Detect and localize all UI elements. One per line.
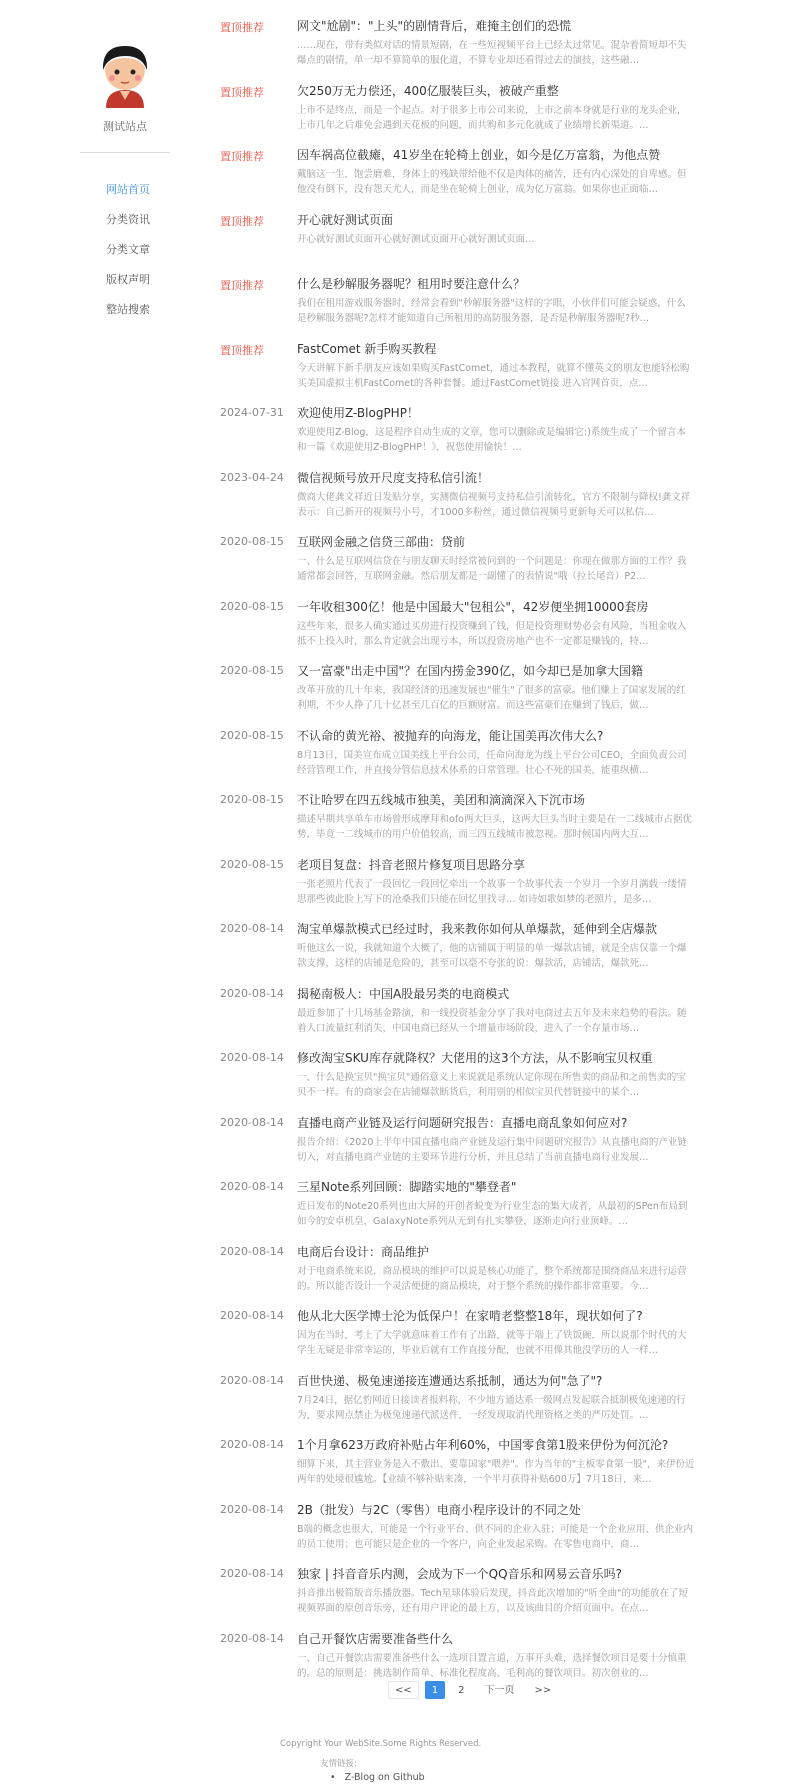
post-item [220, 1238, 695, 1303]
post-body [297, 399, 695, 464]
post-date: 2020-08-14 [220, 1180, 284, 1193]
post-title-link[interactable]: FastComet 新手购买教程 [297, 341, 437, 356]
pager-prev-button[interactable]: << [388, 1681, 419, 1699]
post-date: 2020-08-15 [220, 728, 284, 742]
post-item [220, 657, 695, 722]
post-body [297, 851, 695, 916]
post-excerpt: 一张老照片代表了一段回忆一段回忆牵出一个故事一个故事代表一个岁月一个岁月满载一缕情思那些彼此脸上写下的沧桑我们只能在回忆里找寻… 如诗如歌如梦的老照片，是多… [297, 878, 687, 905]
post-excerpt: B端的概念也很大，可能是一个行业平台、供不同的企业入驻；可能是一个企业应用、供企业内的员工使用；也可能只是企业的一个客户，向企业发起采购。在零售电商中，商… [297, 1523, 694, 1550]
pager-page-2[interactable]: 2 [458, 1685, 465, 1696]
sticky-badge: 置顶推荐 [220, 214, 264, 228]
post-title-link[interactable]: 什么是秒解服务器呢？租用时要注意什么？ [297, 277, 526, 291]
copyright-text: Copyright Your WebSite.Some Rights Reserved. [280, 1739, 482, 1749]
post-title-link[interactable]: 欢迎使用Z-BlogPHP！ [297, 406, 419, 420]
post-item [220, 722, 695, 787]
nav-item-search[interactable]: 整站搜索 [106, 303, 150, 316]
post-body [297, 464, 695, 529]
post-date: 2020-08-14 [220, 922, 284, 935]
post-title-link[interactable]: 揭秘南极人：中国A股最另类的电商模式 [297, 986, 510, 1001]
post-body [297, 657, 695, 722]
post-title-link[interactable]: 不让哈罗在四五线城市独美，美团和滴滴深入下沉市场 [297, 793, 586, 807]
post-body [297, 12, 695, 77]
post-title-link[interactable]: 直播电商产业链及运行问题研究报告：直播电商乱象如何应对? [297, 1115, 628, 1130]
post-body [297, 786, 695, 851]
post-body [297, 1044, 695, 1109]
nav-item-home[interactable]: 网站首页 [106, 183, 150, 196]
post-body [297, 1302, 695, 1367]
post-item [220, 1044, 695, 1109]
post-body [297, 141, 695, 206]
sidebar [60, 20, 190, 325]
post-body [297, 980, 695, 1045]
post-title-link[interactable]: 他从北大医学博士沦为低保户！在家啃老整整18年，现状如何了? [297, 1309, 643, 1323]
sticky-badge: 置顶推荐 [220, 279, 264, 292]
post-body [297, 335, 695, 400]
post-date: 2020-08-14 [220, 1115, 284, 1129]
post-item [220, 1560, 695, 1625]
sticky-badge: 置顶推荐 [220, 343, 264, 357]
post-excerpt: 这些年来，很多人确实通过买房进行投资赚到了钱，但是投资理财势必会有风险，当租金收入抵不上投入时，那么肯定就会出现亏本，所以投资房地产也不一定都是赚钱的，特… [297, 620, 687, 647]
post-item [220, 206, 695, 271]
post-title-link[interactable]: 自己开餐饮店需要准备些什么 [297, 1631, 454, 1646]
post-item [220, 1367, 695, 1432]
post-title-link[interactable]: 开心就好测试页面 [297, 212, 394, 227]
post-title-link[interactable]: 三星Note系列回顾：脚踏实地的"攀登者" [297, 1180, 517, 1194]
post-excerpt: 7月24日，据亿豹网近日接读者报料称，不少地方通达系一级网点发起联合抵制极兔速递的行为，要求网点禁止为极兔速递代派送件，一经发现取消代理资格之类的严厉处罚。… [297, 1394, 686, 1421]
post-item [220, 12, 695, 77]
post-title-link[interactable]: 一年收租300亿！他是中国最大"包租公"，42岁便坐拥10000套房 [297, 599, 649, 614]
post-body [297, 593, 695, 658]
post-date: 2020-08-14 [220, 1631, 284, 1645]
post-item [220, 464, 695, 529]
post-excerpt: 抖音推出极简版音乐播放器。Tech星球体验后发现，抖音此次增加的"听全曲"的功能放在了短视频界面的原创音乐旁，还有用户评论的最上方，以及该曲目的介绍页面中。在点… [297, 1588, 689, 1614]
post-body [297, 1238, 695, 1303]
post-date: 2020-08-15 [220, 793, 284, 806]
post-item [220, 593, 695, 658]
post-title-link[interactable]: 网文"尬剧"："上头"的剧情背后，难掩主创们的恐慌 [297, 19, 572, 33]
post-body [297, 77, 695, 142]
post-excerpt: 改革开放的几十年来，我国经济的迅速发展也"催生"了很多的富豪。他们赚上了国家发展的红利期，不少人挣了几十亿甚至几百亿的巨额财富。而这些富豪们在赚到了钱后，做… [297, 685, 686, 711]
post-title-link[interactable]: 又一富豪"出走中国"？在国内捞金390亿，如今却已是加拿大国籍 [297, 664, 643, 678]
post-list [220, 12, 695, 1689]
post-body [297, 1431, 695, 1496]
post-item [220, 1496, 695, 1561]
post-title-link[interactable]: 互联网金融之信贷三部曲：贷前 [297, 535, 466, 549]
post-item [220, 786, 695, 851]
post-item [220, 77, 695, 142]
post-excerpt: 因为在当时，考上了大学就意味着工作有了出路，就等于端上了铁饭碗，所以说那个时代的大学生无疑是非常幸运的，毕业后就有工作直接分配，也就不用像其他没学历的人一样… [297, 1330, 687, 1356]
sticky-badge: 置顶推荐 [220, 85, 264, 99]
post-item [220, 399, 695, 464]
nav-item-copyright[interactable]: 版权声明 [106, 273, 150, 286]
post-date: 2020-08-14 [220, 1309, 284, 1322]
site-name[interactable]: 测试站点 [103, 120, 147, 133]
pager-page-1[interactable]: 1 [425, 1681, 445, 1699]
post-title-link[interactable]: 修改淘宝SKU库存就降权？大佬用的这3个方法，从不影响宝贝权重 [297, 1051, 653, 1065]
post-body [297, 722, 695, 787]
post-excerpt: 今天讲解下新手朋友应该如果购买FastComet，通过本教程，就算不懂英文的朋友也能轻松购买美国虚拟主机FastComet的各种套餐。通过FastComet链接 进入官网首页，点… [297, 362, 690, 389]
post-item [220, 335, 695, 400]
post-item [220, 1625, 695, 1690]
friend-links-label: 友情链接: [320, 1759, 357, 1769]
post-body [297, 1173, 695, 1238]
post-title-link[interactable]: 微信视频号放开尺度支持私信引流！ [297, 470, 490, 485]
post-date: 2020-08-14 [220, 986, 284, 1000]
post-excerpt: 戴脑这一生，饱尝磨难，身体上的残缺带给他不仅是肉体的痛苦，还有内心深处的自卑感。但他没有倒下，没有怨天尤人，而是坐在轮椅上创业，成为亿万富翁。如果你也正面临… [297, 169, 687, 195]
post-item [220, 1109, 695, 1174]
post-title-link[interactable]: 欠250万无力偿还，400亿服装巨头，被破产重整 [297, 83, 559, 98]
post-body [297, 1367, 695, 1432]
post-date: 2024-07-31 [220, 406, 284, 419]
pager-next-button[interactable]: 下一页 [484, 1685, 515, 1696]
post-title-link[interactable]: 因车祸高位截瘫，41岁坐在轮椅上创业，如今是亿万富翁，为他点赞 [297, 148, 661, 162]
post-title-link[interactable]: 老项目复盘：抖音老照片修复项目思路分享 [297, 857, 526, 872]
sticky-badge: 置顶推荐 [220, 150, 264, 163]
avatar[interactable] [90, 38, 160, 108]
post-date: 2023-04-24 [220, 470, 284, 484]
post-date: 2020-08-15 [220, 599, 284, 613]
post-date: 2020-08-15 [220, 664, 284, 677]
post-item [220, 528, 695, 593]
post-title-link[interactable]: 淘宝单爆款模式已经过时，我来教你如何从单爆款，延伸到全店爆款 [297, 922, 658, 936]
sidebar-nav [60, 175, 190, 325]
post-item [220, 1173, 695, 1238]
post-excerpt: 一、自己开餐饮店需要准备些什么一选项目置言道，万事开头难，选择餐饮项目是要十分慎重的。总的原则是：挑选制作简单、标准化程度高、毛利高的餐饮项目。初次创业的… [297, 1652, 687, 1679]
post-excerpt: 一、什么是互联网信贷在与朋友聊天时经常被问到的一个问题是：你现在做那方面的工作？我通常都会回答，互联网金融。然后朋友都是一副懂了的表情说"哦（拉长尾音）P2… [297, 556, 687, 582]
post-body [297, 915, 695, 980]
nav-item-news[interactable]: 分类资讯 [106, 213, 150, 226]
post-date: 2020-08-15 [220, 535, 284, 548]
post-excerpt: 开心就好测试页面开心就好测试页面开心就好测试页面… [297, 233, 535, 245]
post-body [297, 1109, 695, 1174]
post-date: 2020-08-14 [220, 1373, 284, 1387]
post-excerpt: 8月13日，国美宣布成立国美线上平台公司，任命向海龙为线上平台公司CEO，全面负责公司经营管理工作，并直接分管信息技术体系的日常管理。壮心不死的国美，能重纵横… [297, 749, 687, 776]
post-item [220, 270, 695, 335]
post-body [297, 1560, 695, 1625]
post-item [220, 141, 695, 206]
sidebar-divider [80, 152, 170, 153]
post-excerpt: 上市不是终点，而是一个起点。对于很多上市公司来说，上市之前本身就是行业的龙头企业，上市几年之后难免会遇到天花板的问题，而共购和多元化就成了业绩增长新渠道。… [297, 104, 687, 131]
nav-item-articles[interactable]: 分类文章 [106, 243, 150, 256]
post-item [220, 1431, 695, 1496]
post-body [297, 1625, 695, 1690]
post-date: 2020-08-14 [220, 1567, 284, 1580]
post-body [297, 270, 695, 335]
post-date: 2020-08-14 [220, 1244, 284, 1258]
post-title-link[interactable]: 2B（批发）与2C（零售）电商小程序设计的不同之处 [297, 1502, 581, 1517]
post-excerpt: 描述早期共享单车市场曾形成摩拜和ofo两大巨头，这两大巨头当时主要是在一二线城市占据优势，毕竟一二线城市的用户价值较高，而三四五线城市被忽视。那时候国内两大互… [297, 814, 692, 840]
friend-links-list [330, 1772, 425, 1783]
post-excerpt: 一、什么是换宝贝"换宝贝"通俗意义上来说就是系统认定你现在所售卖的商品和之前售卖的宝贝不一样。有的商家会在店铺爆款断货后，利用别的相似宝贝代替链接中的某个… [297, 1072, 686, 1098]
pagination [388, 1681, 558, 1699]
post-date: 2020-08-14 [220, 1438, 284, 1451]
post-body [297, 206, 695, 271]
sticky-badge: 置顶推荐 [220, 21, 264, 34]
post-excerpt: 最近参加了十几场基金路演，和一线投资基金分享了我对电商过去五年及未来趋势的看法。随着人口流量红利消失，中国电商已经从一个增量市场阶段，进入了一个存量市场… [297, 1007, 687, 1034]
post-excerpt: 对于电商系统来说，商品模块的维护可以说是核心功能了，整个系统都是围绕商品来进行运营的。所以能否设计一个灵活便捷的商品模块，对于整个系统的操作都非常重要。今… [297, 1265, 687, 1292]
post-title-link[interactable]: 百世快递、极兔速递接连遭通达系抵制，通达为何"急了"? [297, 1373, 603, 1388]
post-excerpt: 听他这么一说，我就知道个大概了，他的店铺属于明显的单一爆款店铺，就是全店仅靠一个爆款支撑，这样的店铺是危险的，甚至可以毫不夸张的说：爆款活，店铺活，爆款死… [297, 943, 687, 969]
post-title-link[interactable]: 不认命的黄光裕、被抛弃的向海龙，能让国美再次伟大么? [297, 728, 604, 743]
post-excerpt: 近日发布的Note20系列也由大屏的开创者蜕变为行业生态的集大成者，从最初的SPen布局到如今的安卓机皇，GalaxyNote系列从无到有扎实攀登，逐渐走向行业顶峰。… [297, 1201, 688, 1227]
post-body [297, 528, 695, 593]
post-excerpt: 细算下来，其主营业务是入不敷出、要靠国家"喂养"。作为当年的"主板零食第一股"，来伊份近两年的处境很尴尬。【业绩不够补贴来凑，一个半月获得补贴600万】7月18日，来… [297, 1459, 695, 1485]
post-date: 2020-08-14 [220, 1051, 284, 1064]
post-title-link[interactable]: 独家 | 抖音音乐内测，会成为下一个QQ音乐和网易云音乐吗? [297, 1567, 622, 1581]
post-excerpt: ……现在，带有类似对话的情景短剧，在一些短视频平台上已经太过常见。混杂着简短却不失爆点的剧情，单一却不算简单的服化道，不算专业却还看得过去的演技，这些融… [297, 40, 687, 66]
post-title-link[interactable]: 1个月拿623万政府补贴占年利60%，中国零食第1股来伊份为何沉沦? [297, 1438, 669, 1452]
friend-link[interactable]: • Z-Blog on Github [330, 1772, 425, 1783]
post-excerpt: 报告介绍：《2020上半年中国直播电商产业链及运行集中问题研究报告》从直播电商的产业链切入，对直播电商产业链的主要环节进行分析，并且总结了当前直播电商行业发展… [297, 1136, 687, 1163]
post-item [220, 915, 695, 980]
post-date: 2020-08-15 [220, 857, 284, 871]
post-body [297, 1496, 695, 1561]
post-title-link[interactable]: 电商后台设计：商品维护 [297, 1244, 430, 1259]
post-excerpt: 欢迎使用Z-Blog，这是程序自动生成的文章，您可以删除或是编辑它:)系统生成了一个留言本和一篇《欢迎使用Z-BlogPHP！》，祝您使用愉快！… [297, 427, 686, 453]
post-item [220, 1302, 695, 1367]
pager-last-button[interactable]: >> [534, 1685, 552, 1696]
post-item [220, 980, 695, 1045]
post-excerpt: 微商大佬龚文祥近日发贴分享，实测微信视频号支持私信引流转化，官方不限制与降权!龚文祥表示：自己新开的视频号小号，才1000多粉丝，通过微信视频号更新每天可以私信… [297, 491, 691, 518]
post-item [220, 851, 695, 916]
post-date: 2020-08-14 [220, 1502, 284, 1516]
post-excerpt: 我们在租用游戏服务器时，经常会看到"秒解服务器"这样的字眼，小伙伴们可能会疑惑，什么是秒解服务器呢?怎样才能知道自己所租用的高防服务器，是否是秒解服务器呢?秒… [297, 298, 686, 324]
